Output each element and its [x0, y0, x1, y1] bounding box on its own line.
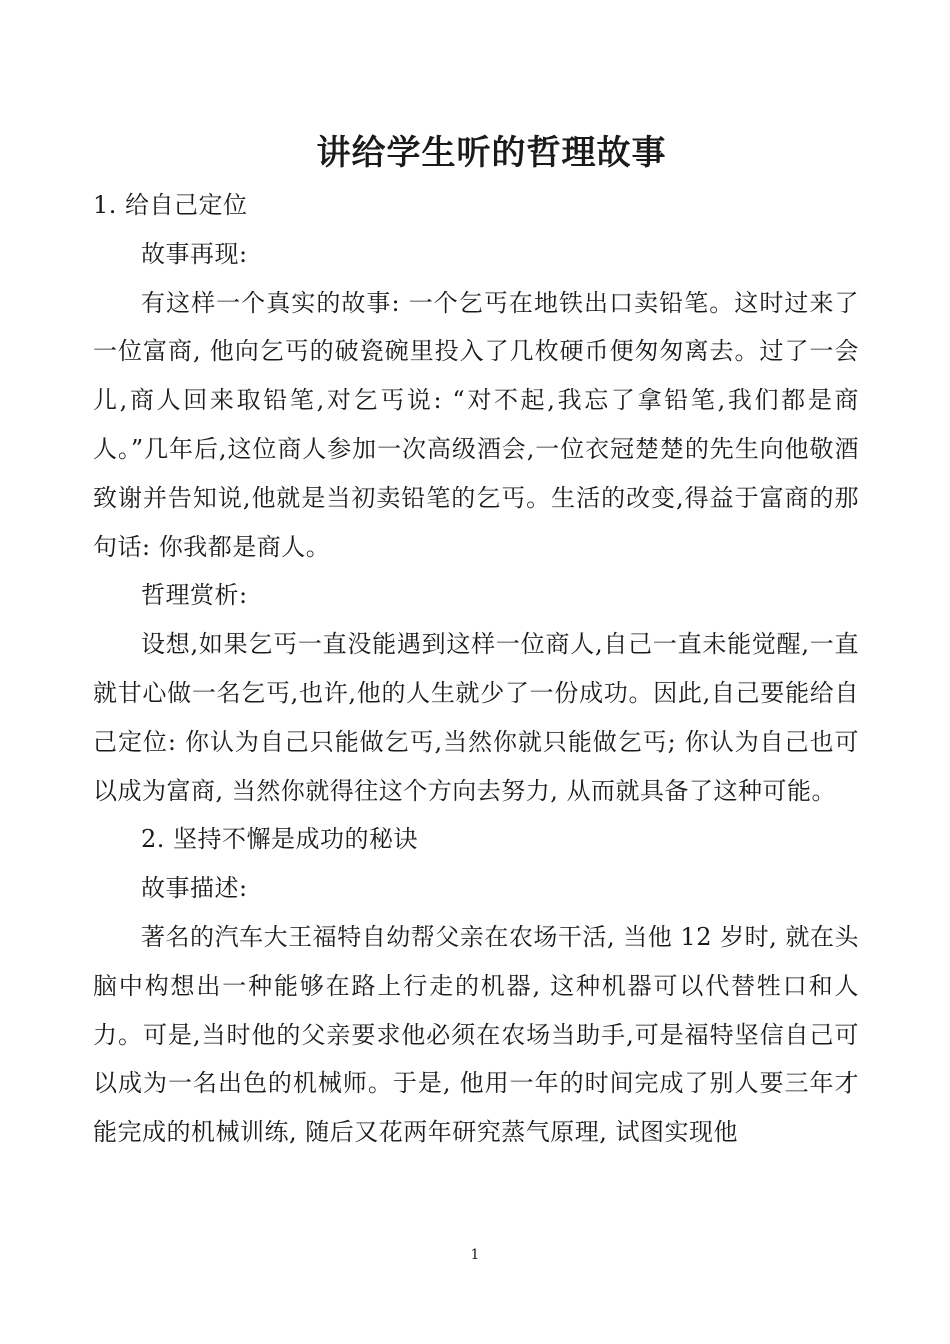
document-title: 讲给学生听的哲理故事: [316, 133, 667, 173]
document-body: [93, 181, 859, 1157]
story-paragraph-1: 有这样一个真实的故事: 一个乞丐在地铁出口卖铅笔。这时过来了一位富商, 他向乞丐的破瓷碗里投入了几枚硬币便匆匆离去。过了一会儿,商人回来取铅笔,对乞丐说: “对不起,我忘了拿铅笔,我们都是商人。”几年后,这位商人参加一次高级酒会,一位衣冠楚楚的先生向他敬酒致谢并告知说,他就是当初卖铅笔的乞丐。生活的改变,得益于富商的那句话: 你我都是商人。: [93, 288, 859, 561]
section-heading-2: 2. 坚持不懈是成功的秘诀: [141, 825, 419, 854]
story-paragraph-2: 著名的汽车大王福特自幼帮父亲在农场干活, 当他 12 岁时, 就在头脑中构想出一种能够在路上行走的机器, 这种机器可以代替牲口和人力。可是,当时他的父亲要求他必须在农场当助手,可是福特坚信自己可以成为一名出色的机械师。于是, 他用一年的时间完成了别人要三年才能完成的机械训练, 随后又花两年研究蒸气原理, 试图实现他: [93, 922, 859, 1147]
subheading-story-2: 故事描述:: [141, 874, 248, 903]
page-number: 1: [470, 1247, 480, 1263]
subheading-analysis-1: 哲理赏析:: [141, 581, 248, 610]
analysis-paragraph-1: 设想,如果乞丐一直没能遇到这样一位商人,自己一直未能觉醒,一直就甘心做一名乞丐,也许,他的人生就少了一份成功。因此,自己要能给自己定位: 你认为自己只能做乞丐,当然你就只能做乞丐; 你认为自己也可以成为富商, 当然你就得往这个方向去努力, 从而就具备了这种可能。: [93, 630, 859, 805]
section-heading-1: 1. 给自己定位: [93, 191, 248, 219]
subheading-story-1: 故事再现:: [141, 239, 248, 268]
